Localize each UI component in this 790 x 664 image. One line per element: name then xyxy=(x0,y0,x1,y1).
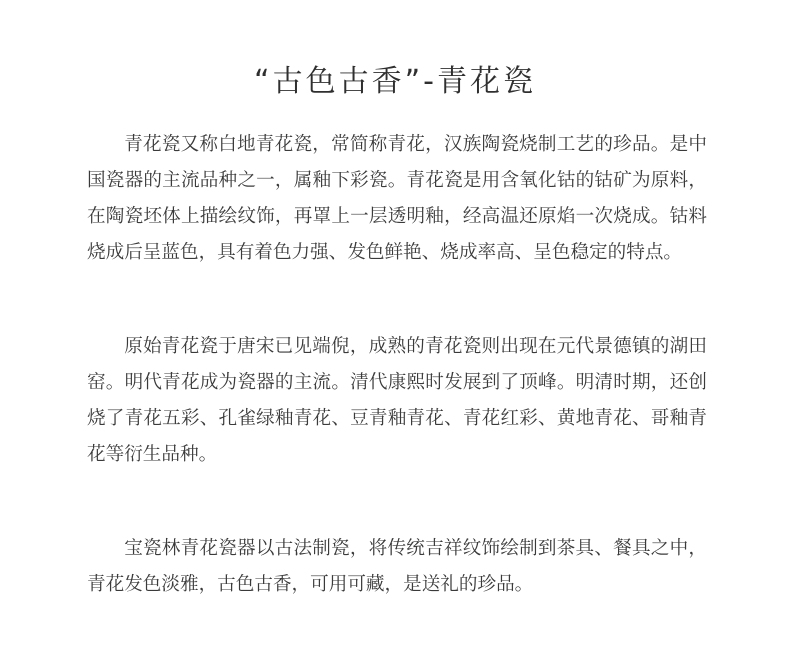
paragraph-introduction: 青花瓷又称白地青花瓷，常简称青花，汉族陶瓷烧制工艺的珍品。是中国瓷器的主流品种之一，属釉下彩瓷。青花瓷是用含氧化钴的钴矿为原料，在陶瓷坯体上描绘纹饰，再罩上一层透明釉，经高温还原焰一次烧成。钴料烧成后呈蓝色，具有着色力强、发色鲜艳、烧成率高、呈色稳定的特点。 xyxy=(87,134,707,263)
paragraph-history: 原始青花瓷于唐宋已见端倪，成熟的青花瓷则出现在元代景德镇的湖田窑。明代青花成为瓷器的主流。清代康熙时发展到了顶峰。明清时期，还创烧了青花五彩、孔雀绿釉青花、豆青釉青花、青花红彩、黄地青花、哥釉青花等衍生品种。 xyxy=(87,336,707,465)
paragraph-brand: 宝瓷林青花瓷器以古法制瓷，将传统吉祥纹饰绘制到茶具、餐具之中，青花发色淡雅，古色古香，可用可藏，是送礼的珍品。 xyxy=(87,538,707,595)
article-body xyxy=(87,127,707,603)
page-title: “古色古香”-青花瓷 xyxy=(254,64,536,99)
